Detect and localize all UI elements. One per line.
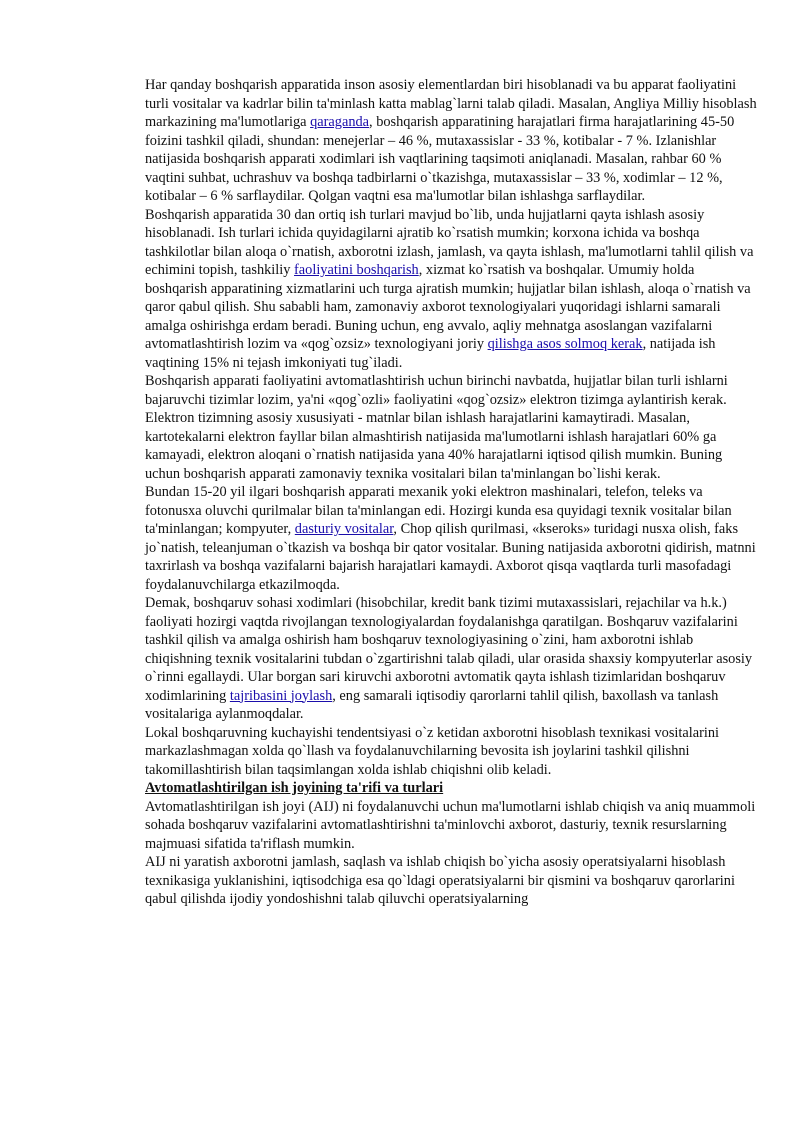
- paragraph-1-text-a: Har qanday boshqarish apparatida inson asosiy elementlardan biri hisoblanadi va bu apparat faoliyatini turli vositalar va kadrlar bilin ta'minlash katta mablag`larni talab qiladi. Masalan, Angliya Milliy hisoblash markazining ma'lumotlariga: [145, 77, 757, 130]
- section-paragraph-2: AIJ ni yaratish axborotni jamlash, saqlash va ishlab chiqish bo`yicha asosiy operatsiyalarni hisoblash texnikasiga yuklanishini, iqtisodchiga esa qo`ldagi operatsiyalarni bir qismini va boshqaruv qarorlarini qabul qilishda ijodiy yondoshishni talab qiluvchi operatsiyalarning: [145, 854, 735, 907]
- paragraph-5-text-b: , Chop qilish qurilmasi, «kseroks» turidagi nusxa olish, faks jo`natish, teleanjuman o`tkazish va boshqa bir qator vositalar. Buning natijasida axborotni qidirish, matnni taxrirlash va boshqa vazifalarni bajarish harajatlari kamaydi. Axborot qisqa vaqtlarda turli masofadagi foydalanuvchilarga etkazilmoqda.: [145, 521, 756, 593]
- paragraph-1: [145, 76, 760, 206]
- paragraph-2-text-b: , xizmat ko`rsatish va boshqalar. Umumiy holda boshqarish apparatining xizmatlarini uch turga ajratish mumkin; hujjatlar bilan ishlash, aloqa o`rnatish va qaror qabul qilish. Shu sababli ham, zamonaviy axborot texnologiyalari yuqoridagi ishlarni samarali amalga oshirishga erdam beradi. Buning uchun, eng avvalo, aqliy mehnatga asoslangan vazifalarni avtomatlashtirish lozim va «qog`ozsiz» texnologiyani joriy: [145, 262, 751, 352]
- paragraph-7-text: Lokal boshqaruvning kuchayishi tendentsiyasi o`z ketidan axborotni hisoblash texnikasi vositalarini markazlashmagan xolda qo`llash va foydalanuvchilarning bevosita ish joylarini tashkil qilishni takomillashtirish bilan taqsimlangan xolda ishlab chiqishni olib keladi.: [145, 724, 720, 778]
- paragraph-7: [145, 724, 760, 780]
- link-tajribasini-joylash[interactable]: tajribasini joylash: [229, 687, 333, 704]
- link-dasturiy-vositalar[interactable]: dasturiy vositalar: [294, 521, 394, 537]
- link-qilishga-asos-solmoq-kerak[interactable]: qilishga asos solmoq kerak: [487, 336, 643, 352]
- paragraph-4: [145, 409, 760, 483]
- paragraph-4-text: Elektron tizimning asosiy xususiyati - matnlar bilan ishlash harajatlarini kamaytiradi. Masalan, kartotekalarni elektron fayllar bilan almashtirish natijasida ma'lumotlarni ishlash harajatlari 60% ga kamayadi, elektron aloqani o`rnatish natijasida yana 40% harajatlarni iqtisod qilish mumkin. Buning uchun boshqarish apparati zamonaviy texnika vositalari bilan ta'minlangan bo`lishi kerak.: [145, 410, 723, 482]
- paragraph-6-text-b: , eng samarali iqtisodiy qarorlarni tahlil qilish, baxollash va tanlash vositalariga aylanmoqdalar.: [145, 687, 719, 722]
- paragraph-2: [145, 206, 760, 373]
- paragraph-5: [145, 483, 760, 594]
- paragraph-3-text: Boshqarish apparati faoliyatini avtomatlashtirish uchun birinchi navbatda, hujjatlar bilan turli ishlarni bajaruvchi tizimlar lozim, ya'ni «qog`ozli» faoliyatini «qog`ozsiz» elektron tizimga aylantirish kerak.: [145, 373, 728, 408]
- section-heading: Avtomatlashtirilgan ish joyining ta'rifi va turlari: [145, 780, 444, 796]
- paragraph-5-text-a: Bundan 15-20 yil ilgari boshqarish apparati mexanik yoki elektron mashinalari, telefon, teleks va fotonusxa oluvchi qurilmalar bilan ta'minlangan edi. Hozirgi kunda esa quyidagi texnik vositalar bilan ta'minlangan; kompyuter,: [145, 484, 732, 537]
- section-paragraph-1: Avtomatlashtirilgan ish joyi (AIJ) ni foydalanuvchi uchun ma'lumotlarni ishlab chiqish va aniq muammoli sohada boshqaruv vazifalarini avtomatlashtirishni ta'minlovchi axborot, dasturiy, texnik resurslarning majmuasi sifatida ta'riflash mumkin.: [145, 798, 756, 852]
- paragraph-2-text-a: Boshqarish apparatida 30 dan ortiq ish turlari mavjud bo`lib, unda hujjatlarni qayta ishlash asosiy hisoblanadi. Ish turlari ichida quyidagilarni ajratib ko`rsatish mumkin; korxona ichida va boshqa tashkilotlar bilan aloqa o`rnatish, axborotni izlash, jamlash, va qayta ishlash, ma'lumotlarni tahlil qilish va echimini topish, tashkiliy: [145, 206, 754, 278]
- paragraph-2-text-c: , natijada ish vaqtining 15% ni tejash imkoniyati tug`iladi.: [145, 336, 716, 371]
- link-qaraganda[interactable]: qaraganda: [310, 114, 370, 130]
- paragraph-1-text-b: , boshqarish apparatining harajatlari firma harajatlarining 45-50 foizini tashkil qiladi, shundan: menejerlar – 46 %, mutaxassislar - 33 %, kotibalar - 7 %. Izlanishlar natijasida boshqarish apparati xodimlari ish vaqtlarining taqsimoti aniqlanadi. Masalan, rahbar 60 % vaqtini suhbat, uchrashuv va boshqa tadbirlarni o`tkazishga, mutaxassislar – 33 %, xodimlar – 12 %, kotibalar – 6 % sarflaydilar. Qolgan vaqtni esa ma'lumotlar bilan ishlashga sarflaydilar.: [145, 114, 735, 204]
- paragraph-6-text-a: Demak, boshqaruv sohasi xodimlari (hisobchilar, kredit bank tizimi mutaxassislari, rejachilar va h.k.) faoliyati hozirgi vaqtda rivojlangan texnologiyalardan foydalanishga qaratilgan. Boshqaruv vazifalarini tashkil qilish va amalga oshirish ham boshqaruv texnologiyasining o`zini, ham axborotni ishlab chiqishning texnik vositalarini tubdan o`zgartirishni talab qiladi, ular orasida shaxsiy kompyuterlar asosiy o`rinni egallaydi. Ular borgan sari kiruvchi axborotni avtomatik qayta ishlash tizimlaridan boshqaruv xodimlarining: [145, 595, 753, 704]
- document-page: [145, 76, 760, 909]
- paragraph-6: [145, 594, 760, 724]
- paragraph-3: [145, 372, 760, 409]
- link-faoliyatini-boshqarish[interactable]: faoliyatini boshqarish: [294, 262, 419, 278]
